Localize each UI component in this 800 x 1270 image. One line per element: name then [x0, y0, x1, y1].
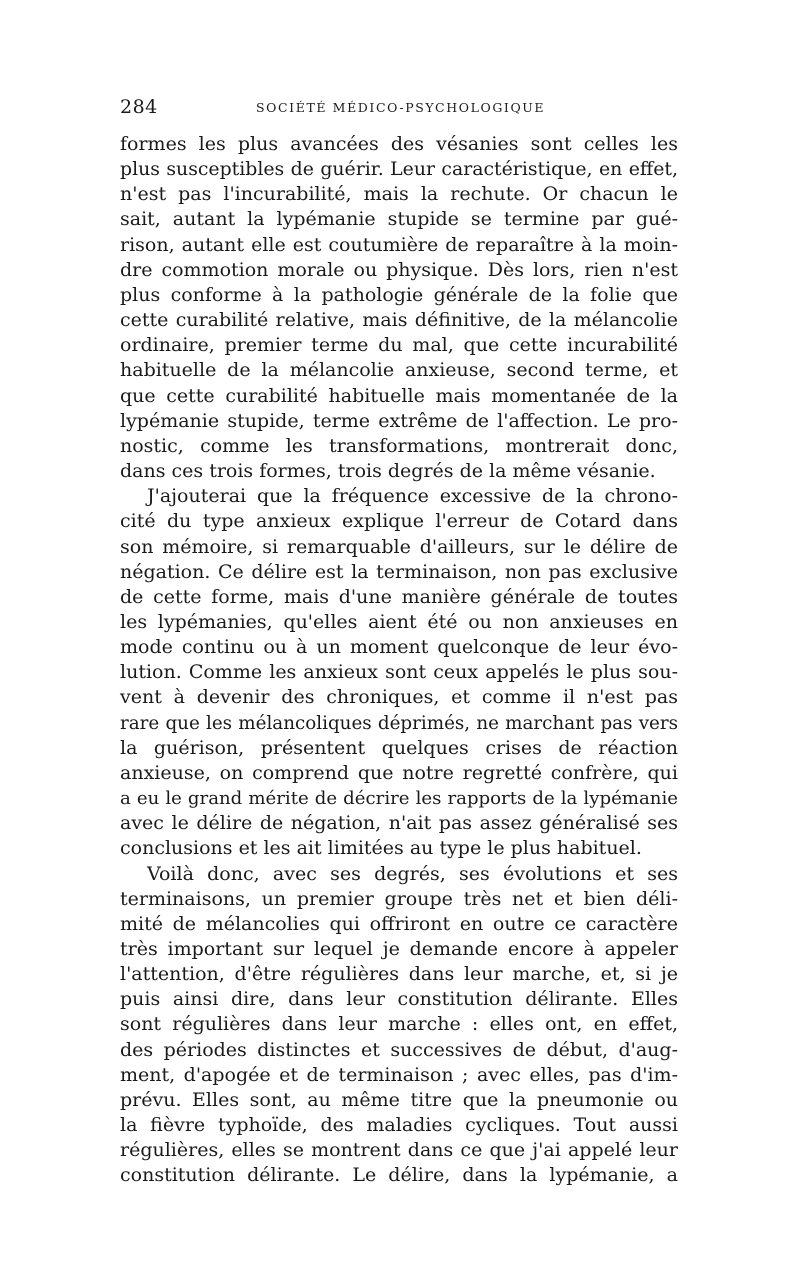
text-line: de cette forme, mais d'une manière générale de toutes	[120, 585, 678, 608]
text-line: mité de mélancolies qui offriront en outre ce caractère	[120, 912, 678, 935]
text-line: rison, autant elle est coutumière de reparaître à la moin-	[120, 233, 678, 256]
text-line: a eu le grand mérite de décrire les rapports de la lypémanie	[120, 788, 678, 810]
page-number: 284	[120, 96, 158, 118]
text-line: dans ces trois formes, trois degrés de la même vésanie.	[120, 460, 656, 483]
text-line: habituelle de la mélancolie anxieuse, second terme, et	[120, 359, 678, 382]
text-line: prévu. Elles sont, au même titre que la pneumonie ou	[120, 1088, 678, 1111]
text-line: la fièvre typhoïde, des maladies cycliques. Tout aussi	[120, 1114, 678, 1137]
text-line: avec le délire de négation, n'ait pas assez généralisé ses	[120, 812, 678, 835]
text-line: nostic, comme les transformations, montrerait donc,	[120, 434, 678, 457]
text-line: sont régulières dans leur marche : elles ont, en effet,	[120, 1013, 678, 1036]
text-line: puis ainsi dire, dans leur constitution délirante. Elles	[120, 988, 678, 1011]
text-line: conclusions et les ait limitées au type le plus habituel.	[120, 837, 642, 860]
running-title: SOCIÉTÉ MÉDICO-PSYCHOLOGIQUE	[256, 100, 546, 115]
text-line: son mémoire, si remarquable d'ailleurs, sur le délire de	[120, 535, 678, 558]
text-line: très important sur lequel je demande encore à appeler	[120, 938, 678, 960]
text-line: ordinaire, premier terme du mal, que cette incurabilité	[120, 334, 678, 357]
text-line: mode continu ou à un moment quelconque de leur évo-	[120, 636, 678, 659]
text-line: des périodes distinctes et successives de début, d'aug-	[120, 1038, 678, 1061]
text-line: dre commotion morale ou physique. Dès lors, rien n'est	[120, 258, 678, 281]
text-line: sait, autant la lypémanie stupide se termine par gué-	[120, 208, 678, 231]
text-line: la guérison, présentent quelques crises de réaction	[120, 736, 678, 759]
text-line: Voilà donc, avec ses degrés, ses évolutions et ses	[147, 862, 678, 885]
text-line: formes les plus avancées des vésanies sont celles les	[120, 133, 678, 155]
text-line: anxieuse, on comprend que notre regretté confrère, qui	[120, 761, 678, 784]
text-line: constitution délirante. Le délire, dans la lypémanie, a	[120, 1164, 678, 1187]
text-line: lypémanie stupide, terme extrême de l'affection. Le pro-	[120, 409, 678, 432]
text-line: ment, d'apogée et de terminaison ; avec elles, pas d'im-	[120, 1063, 678, 1086]
text-line: régulières, elles se montrent dans ce que j'ai appelé leur	[120, 1139, 678, 1162]
text-line: J'ajouterai que la fréquence excessive de la chrono-	[147, 485, 678, 508]
text-line: terminaisons, un premier groupe très net et bien déli-	[120, 887, 678, 910]
text-line: vent à devenir des chroniques, et comme il n'est pas	[120, 686, 678, 709]
body-text	[120, 132, 678, 1189]
text-line: plus susceptibles de guérir. Leur caractéristique, en effet,	[120, 158, 678, 181]
running-head	[120, 92, 678, 122]
text-line: lution. Comme les anxieux sont ceux appelés le plus sou-	[120, 661, 678, 684]
text-line: l'attention, d'être régulières dans leur marche, et, si je	[120, 963, 678, 986]
text-line: plus conforme à la pathologie générale de la folie que	[120, 283, 678, 306]
text-line: cette curabilité relative, mais définitive, de la mélancolie	[120, 309, 678, 332]
text-line: cité du type anxieux explique l'erreur de Cotard dans	[120, 510, 678, 533]
text-line: n'est pas l'incurabilité, mais la rechute. Or chacun le	[120, 183, 678, 206]
text-line: rare que les mélancoliques déprimés, ne marchant pas vers	[120, 712, 678, 734]
text-line: négation. Ce délire est la terminaison, non pas exclusive	[120, 560, 678, 583]
text-line: que cette curabilité habituelle mais momentanée de la	[120, 384, 678, 407]
text-line: les lypémanies, qu'elles aient été ou non anxieuses en	[120, 610, 678, 633]
